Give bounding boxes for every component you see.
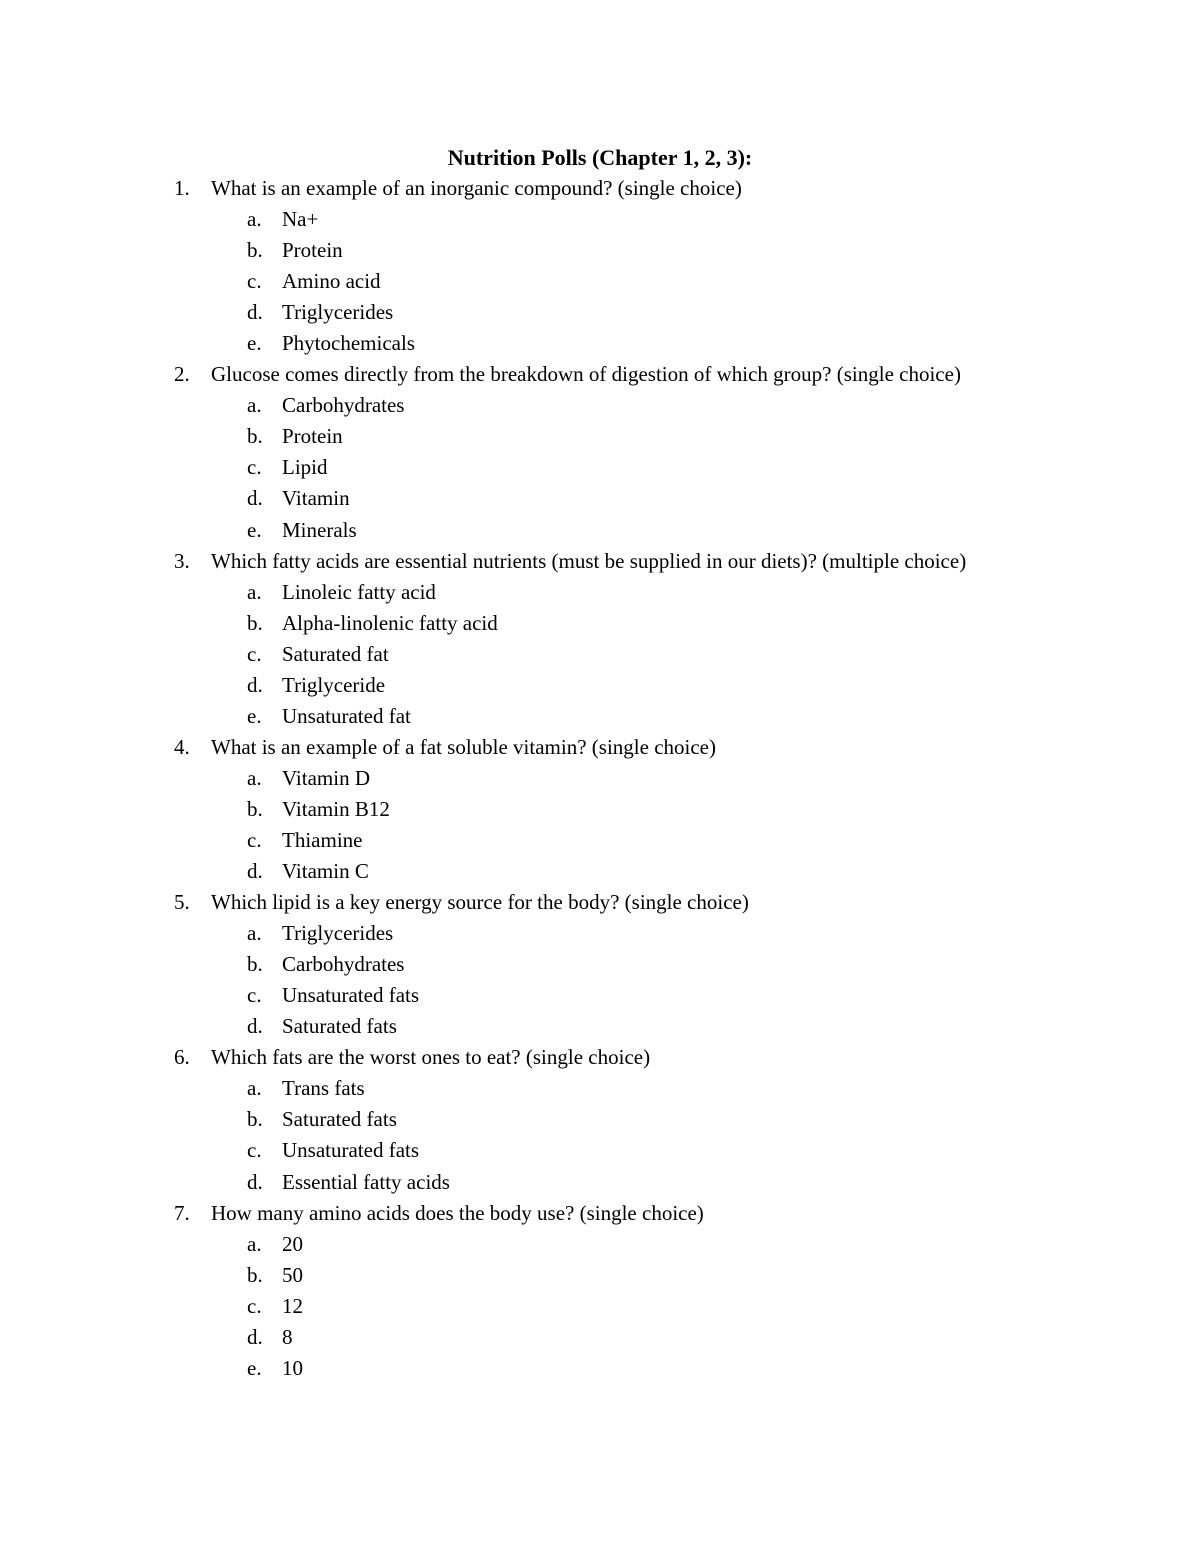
option-letter: d. — [247, 859, 263, 884]
option-letter: a. — [247, 765, 262, 790]
answer-option — [0, 1073, 1200, 1104]
option-text: Triglycerides — [282, 300, 394, 325]
answer-option — [0, 608, 1200, 639]
question-number: 5. — [174, 890, 190, 915]
option-letter: c. — [247, 1138, 262, 1163]
option-text: Thiamine — [282, 827, 363, 852]
answer-option — [0, 1167, 1200, 1198]
option-letter: a. — [247, 393, 262, 418]
question-item — [0, 1198, 1200, 1229]
option-text: Saturated fats — [282, 1107, 397, 1132]
option-letter: b. — [247, 1262, 263, 1287]
option-letter: d. — [247, 486, 263, 511]
option-text: Saturated fat — [282, 641, 389, 666]
answer-option — [0, 421, 1200, 452]
option-letter: a. — [247, 921, 262, 946]
answer-option — [0, 577, 1200, 608]
option-text: Trans fats — [282, 1076, 365, 1101]
answer-option — [0, 452, 1200, 483]
option-text: Unsaturated fats — [282, 983, 420, 1008]
question-item — [0, 546, 1200, 577]
option-letter: d. — [247, 300, 263, 325]
option-letter: d. — [247, 1324, 263, 1349]
question-number: 1. — [174, 176, 190, 200]
answer-option — [0, 825, 1200, 856]
option-text: Saturated fats — [282, 1014, 397, 1039]
question-item — [0, 173, 1200, 204]
option-letter: d. — [247, 672, 263, 697]
option-letter: c. — [247, 983, 262, 1008]
question-item — [0, 732, 1200, 763]
option-text: 8 — [282, 1324, 293, 1349]
option-text: Triglyceride — [282, 672, 386, 697]
answer-option — [0, 794, 1200, 825]
option-text: Protein — [282, 238, 343, 263]
answer-option — [0, 1229, 1200, 1260]
answer-option — [0, 1011, 1200, 1042]
option-letter: e. — [247, 1355, 262, 1380]
answer-option — [0, 980, 1200, 1011]
answer-option — [0, 670, 1200, 701]
answer-option — [0, 266, 1200, 297]
answer-option — [0, 515, 1200, 546]
option-text: 20 — [282, 1231, 303, 1256]
answer-option — [0, 204, 1200, 235]
option-text: Lipid — [282, 455, 328, 480]
question-text: How many amino acids does the body use? (single choice) — [211, 1200, 704, 1225]
option-letter: e. — [247, 703, 262, 728]
option-text: Unsaturated fat — [282, 703, 411, 728]
option-text: Carbohydrates — [282, 393, 405, 418]
answer-option — [0, 390, 1200, 421]
option-text: Phytochemicals — [282, 331, 415, 356]
option-text: Protein — [282, 424, 343, 449]
question-number: 3. — [174, 548, 190, 573]
answer-option — [0, 1291, 1200, 1322]
option-letter: c. — [247, 1293, 262, 1318]
answer-option — [0, 701, 1200, 732]
option-letter: d. — [247, 1169, 263, 1194]
option-text: Na+ — [282, 207, 319, 232]
option-text: Amino acid — [282, 269, 381, 294]
question-item — [0, 887, 1200, 918]
option-letter: e. — [247, 331, 262, 356]
question-text: What is an example of a fat soluble vitamin? (single choice) — [211, 734, 716, 759]
option-text: Carbohydrates — [282, 952, 405, 977]
option-letter: c. — [247, 269, 262, 294]
answer-option — [0, 1322, 1200, 1353]
option-letter: b. — [247, 424, 263, 449]
option-letter: c. — [247, 641, 262, 666]
option-letter: d. — [247, 1014, 263, 1039]
answer-option — [0, 918, 1200, 949]
option-text: 50 — [282, 1262, 303, 1287]
answer-option — [0, 235, 1200, 266]
option-letter: b. — [247, 952, 263, 977]
answer-option — [0, 1260, 1200, 1291]
answer-option — [0, 328, 1200, 359]
option-text: Vitamin D — [282, 765, 370, 790]
question-number: 4. — [174, 734, 190, 759]
option-text: Alpha-linolenic fatty acid — [282, 610, 498, 635]
option-letter: a. — [247, 1231, 262, 1256]
question-number: 7. — [174, 1200, 190, 1225]
question-item — [0, 1042, 1200, 1073]
option-text: Vitamin — [282, 486, 350, 511]
option-letter: c. — [247, 455, 262, 480]
option-letter: b. — [247, 610, 263, 635]
document-title: Nutrition Polls (Chapter 1, 2, 3): — [447, 145, 753, 170]
option-text: Triglycerides — [282, 921, 394, 946]
option-letter: a. — [247, 579, 262, 604]
option-letter: a. — [247, 1076, 262, 1101]
option-text: Essential fatty acids — [282, 1169, 450, 1194]
answer-option — [0, 949, 1200, 980]
answer-option — [0, 763, 1200, 794]
answer-option — [0, 1135, 1200, 1166]
option-letter: a. — [247, 207, 262, 232]
answer-option — [0, 856, 1200, 887]
option-letter: b. — [247, 796, 263, 821]
option-text: 12 — [282, 1293, 303, 1318]
answer-option — [0, 483, 1200, 514]
question-text: Which lipid is a key energy source for the body? (single choice) — [211, 890, 749, 915]
option-text: Linoleic fatty acid — [282, 579, 436, 604]
question-list — [0, 173, 1200, 1384]
question-text: Which fatty acids are essential nutrients (must be supplied in our diets)? (multiple choice) — [211, 548, 967, 573]
question-number: 6. — [174, 1045, 190, 1070]
option-text: Unsaturated fats — [282, 1138, 420, 1163]
question-number: 2. — [174, 362, 190, 387]
question-item — [0, 359, 1200, 390]
option-text: Vitamin C — [282, 859, 369, 884]
option-letter: b. — [247, 238, 263, 263]
question-text: Glucose comes directly from the breakdown of digestion of which group? (single choice) — [211, 362, 961, 387]
option-text: Vitamin B12 — [282, 796, 390, 821]
answer-option — [0, 297, 1200, 328]
answer-option — [0, 1104, 1200, 1135]
answer-option — [0, 1353, 1200, 1384]
option-letter: b. — [247, 1107, 263, 1132]
question-text: Which fats are the worst ones to eat? (single choice) — [211, 1045, 651, 1070]
option-letter: e. — [247, 517, 262, 542]
option-letter: c. — [247, 827, 262, 852]
question-text: What is an example of an inorganic compound? (single choice) — [211, 176, 742, 200]
option-text: Minerals — [282, 517, 357, 542]
option-text: 10 — [282, 1355, 303, 1380]
answer-option — [0, 639, 1200, 670]
